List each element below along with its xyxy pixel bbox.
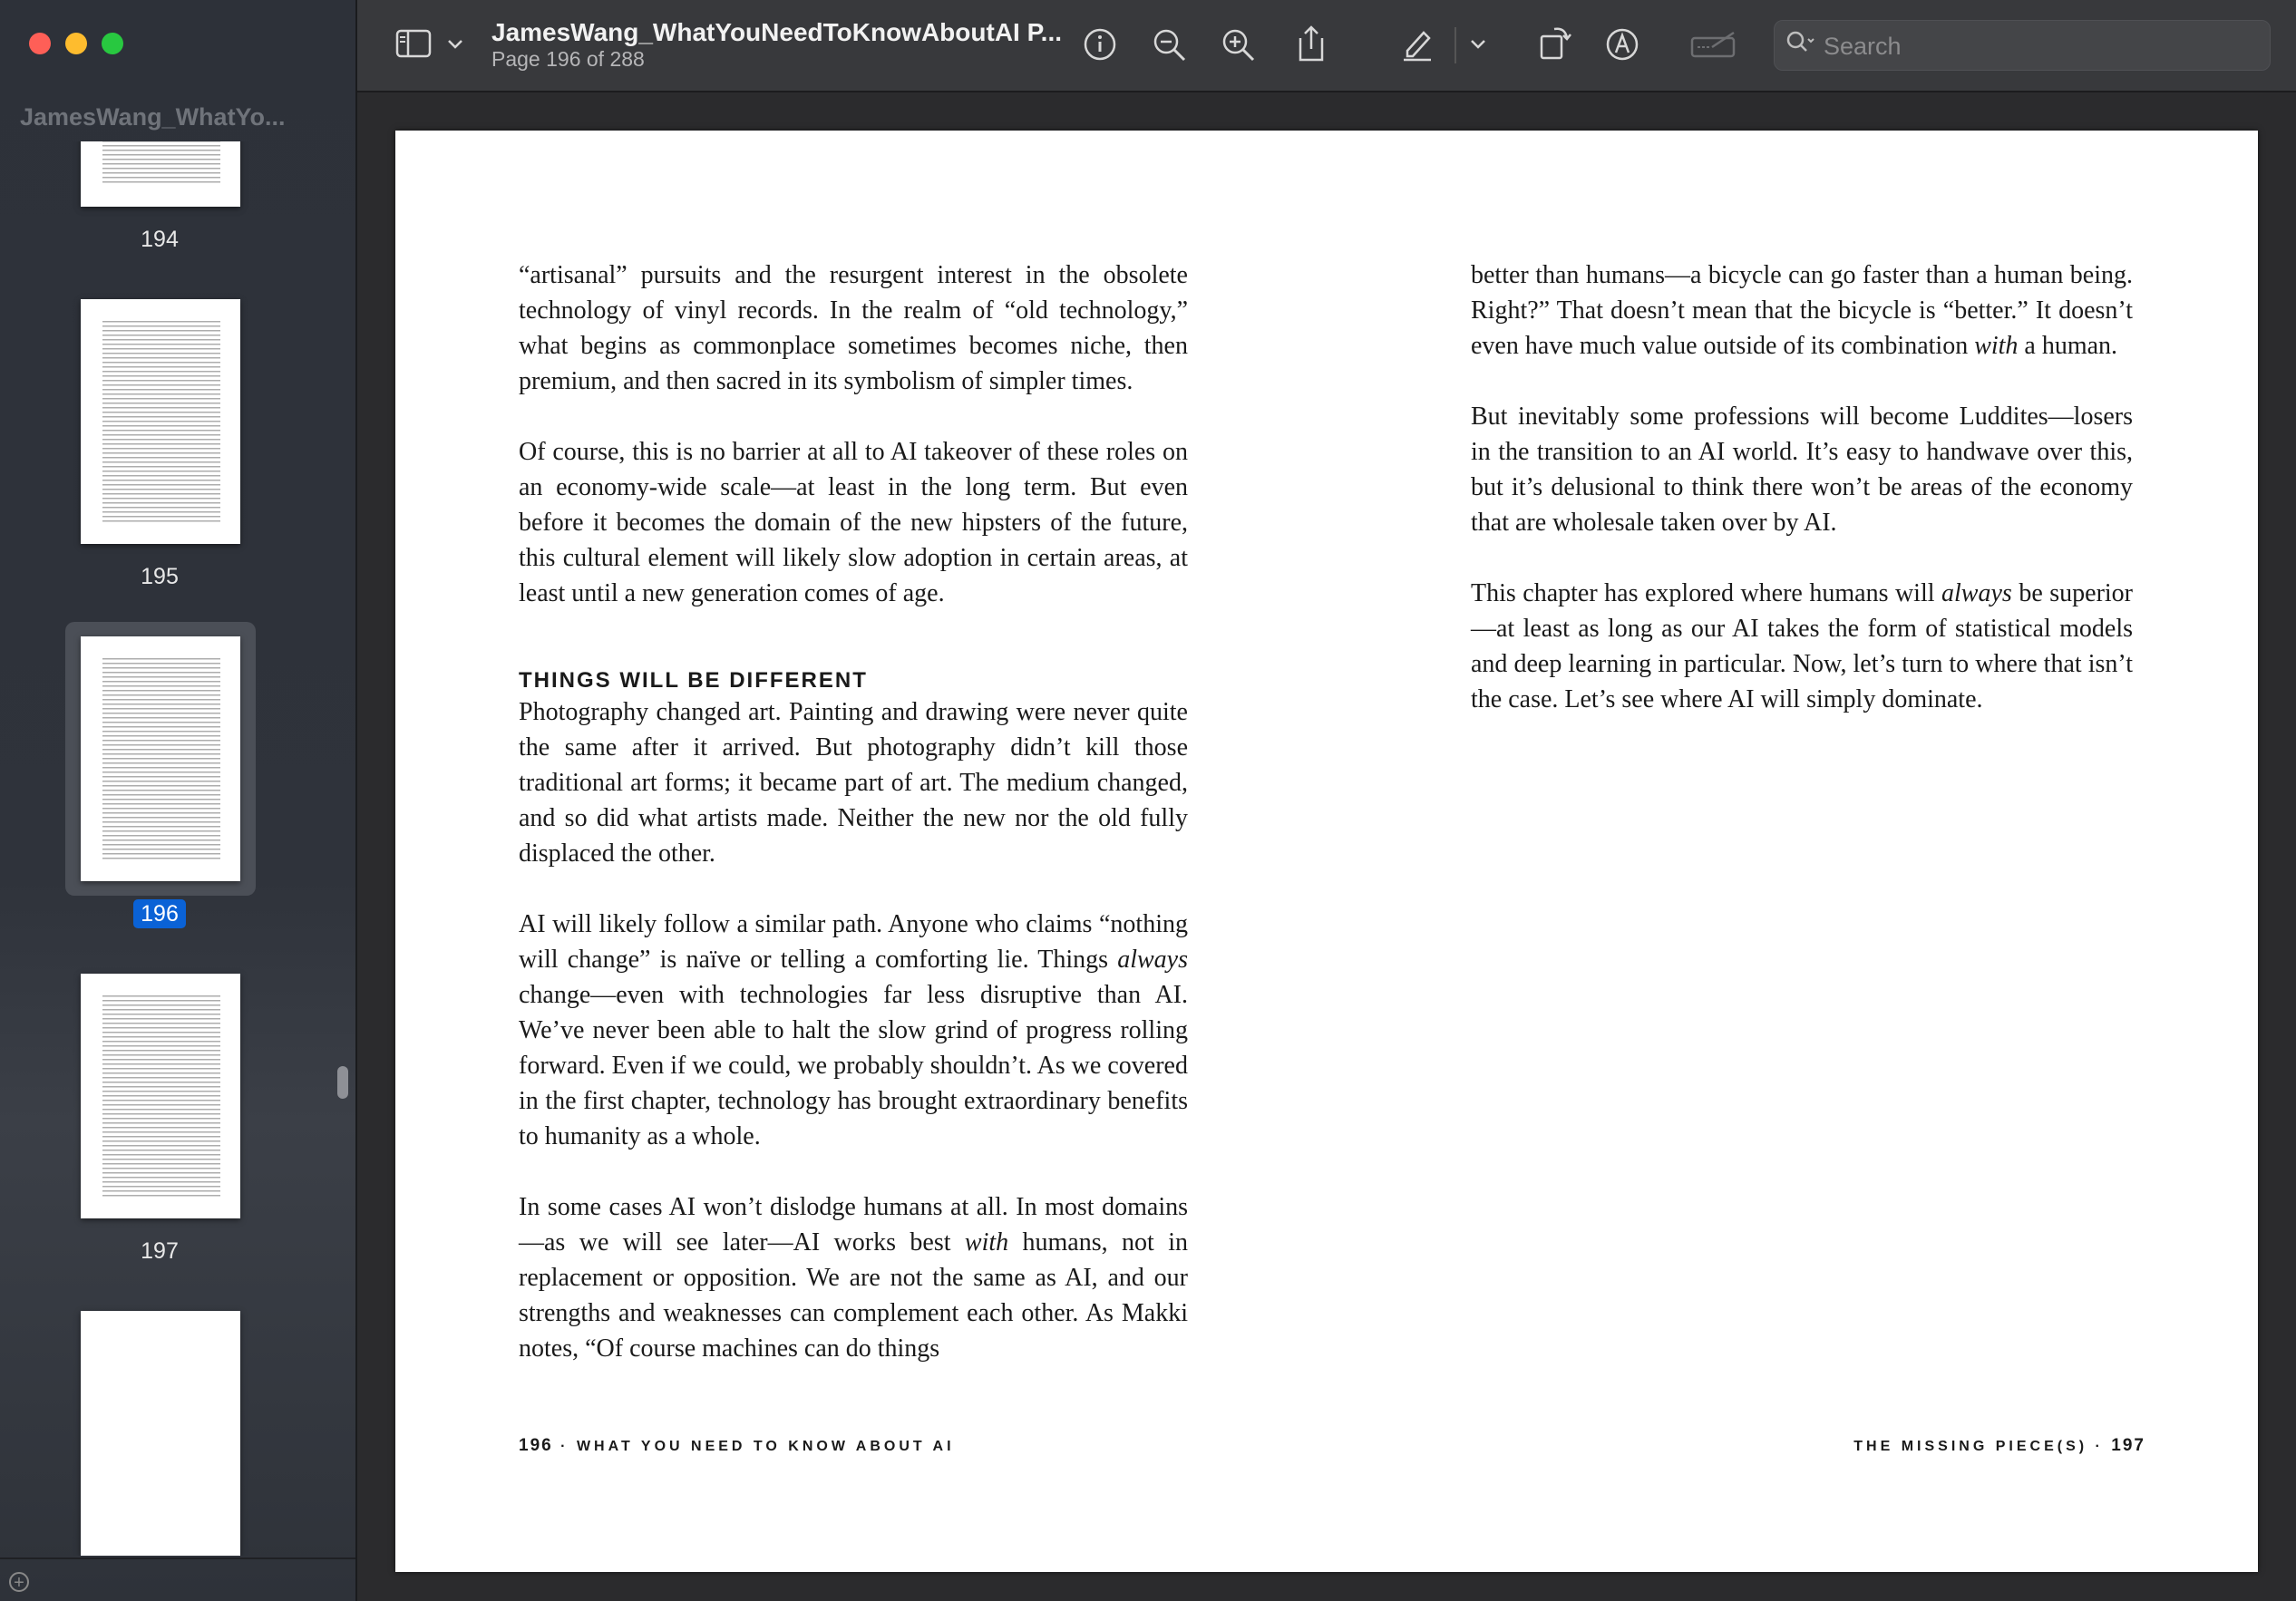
thumbnail-label: 195 xyxy=(141,564,179,589)
text-run: better than humans—a bicycle can go faster than a human being. Right?” That doesn’t mean that the bicycle is “better.” It doesn’t even have much value outside of its combination xyxy=(1471,261,2133,360)
sidebar-divider xyxy=(0,1557,355,1559)
signature-icon[interactable] xyxy=(1690,29,1737,60)
sidebar-document-title: JamesWang_WhatYo... xyxy=(20,103,286,131)
footer-separator: · xyxy=(2095,1439,2104,1454)
thumbnail-page-198[interactable] xyxy=(81,1311,240,1556)
left-page-column xyxy=(519,257,1188,1402)
thumbnail-page-196[interactable] xyxy=(81,636,240,881)
section-heading: THINGS WILL BE DIFFERENT xyxy=(519,668,868,693)
thumbnail-label-selected xyxy=(0,901,319,927)
document-title: JamesWang_WhatYouNeedToKnowAboutAI P... xyxy=(491,18,1063,46)
search-field[interactable] xyxy=(1774,20,2271,71)
thumbnail-page-195[interactable] xyxy=(81,299,240,544)
page-footer-right xyxy=(1853,1436,2145,1456)
minimize-window-button[interactable] xyxy=(65,33,87,54)
search-icon xyxy=(1785,30,1816,57)
selected-page-number: 196 xyxy=(133,899,186,928)
page-indicator: Page 196 of 288 xyxy=(491,47,645,71)
text-run: This chapter has explored where humans will xyxy=(1471,579,1942,607)
emphasis: with xyxy=(1974,332,2019,360)
paragraph: But inevitably some professions will become Luddites—losers in the transition to an AI world. It’s easy to handwave over this, but it’s delusional to think there won’t be areas of the economy that are wholesale taken over by AI. xyxy=(1471,403,2133,537)
text-run: change—even with technologies far less disruptive than AI. We’ve never been able to halt the slow grind of progress rolling forward. Even if we could, we probably shouldn’t. As we covered in the first chapter, technology has brought extraordinary benefits to humanity as a whole. xyxy=(519,981,1188,1150)
thumbnail-page-194[interactable] xyxy=(81,141,240,207)
fullscreen-window-button[interactable] xyxy=(102,33,123,54)
footer-page-number: 197 xyxy=(2111,1436,2145,1455)
thumbnail-sidebar xyxy=(0,0,357,1601)
emphasis: with xyxy=(964,1228,1009,1257)
share-icon[interactable] xyxy=(1295,24,1328,63)
sidebar-toggle-icon[interactable] xyxy=(395,29,432,58)
text-run: a human. xyxy=(2018,332,2118,360)
page-footer-left xyxy=(519,1436,955,1456)
thumbnail-list xyxy=(0,141,355,1556)
paragraph xyxy=(1471,576,2133,717)
toolbar xyxy=(357,0,2296,92)
emphasis: always xyxy=(1941,579,2012,607)
text-run: In some cases AI won’t dislodge humans at all. In most domains—as we will see later—AI works best xyxy=(519,1193,1188,1257)
close-window-button[interactable] xyxy=(29,33,51,54)
markup-icon[interactable] xyxy=(1605,27,1639,62)
thumbnail-page-197[interactable] xyxy=(81,974,240,1218)
footer-chapter-title: THE MISSING PIECE(S) xyxy=(1853,1439,2088,1454)
info-icon[interactable] xyxy=(1083,27,1117,62)
emphasis: always xyxy=(1117,946,1188,974)
paragraph xyxy=(1471,257,2133,364)
sidebar-scrollbar[interactable] xyxy=(337,1066,348,1099)
thumbnail-label: 197 xyxy=(141,1238,179,1264)
paragraph xyxy=(519,907,1188,1154)
document-page-spread xyxy=(395,131,2258,1572)
chevron-down-icon[interactable] xyxy=(446,38,464,51)
rotate-icon[interactable] xyxy=(1538,24,1574,62)
highlight-pen-icon[interactable] xyxy=(1400,25,1436,62)
paragraph: “artisanal” pursuits and the resurgent interest in the obsolete technology of vinyl records. In the realm of “old technology,” what begins as commonplace sometimes becomes niche, then premium, and then sacred in its symbolism of simpler times. xyxy=(519,261,1188,395)
footer-page-number: 196 xyxy=(519,1436,553,1455)
footer-separator: · xyxy=(560,1439,569,1454)
right-page-column xyxy=(1471,257,2133,752)
footer-book-title: WHAT YOU NEED TO KNOW ABOUT AI xyxy=(576,1439,955,1454)
search-input[interactable] xyxy=(1822,28,2242,64)
thumbnail-label: 194 xyxy=(141,227,179,252)
chevron-down-icon[interactable] xyxy=(1469,38,1487,51)
paragraph: Of course, this is no barrier at all to AI takeover of these roles on an economy-wide scale—at least in the long term. But even before it becomes the domain of the new hipsters of the future, this cultural element will likely slow adoption in certain areas, at least until a new generation comes of age. xyxy=(519,438,1188,607)
paragraph: Photography changed art. Painting and drawing were never quite the same after it arrived. But photography didn’t kill those traditional art forms; it became part of art. The medium changed, and so did what artists made. Neither the new nor the old fully displaced the other. xyxy=(519,698,1188,868)
text-run: humans, not in replacement or opposition. We are not the same as AI, and our strengths and weaknesses can complement each other. As Makki notes, “Of course machines can do things xyxy=(519,1228,1188,1363)
paragraph xyxy=(519,1189,1188,1366)
text-run: be superior—at least as long as our AI takes the form of statistical models and deep learning in particular. Now, let’s turn to where that isn’t the case. Let’s see where AI will simply dominate. xyxy=(1471,579,2133,713)
zoom-out-icon[interactable] xyxy=(1152,27,1188,63)
zoom-in-icon[interactable] xyxy=(1221,27,1257,63)
add-page-icon[interactable]: + xyxy=(9,1572,29,1592)
text-run: AI will likely follow a similar path. Anyone who claims “nothing will change” is naïve or telling a comforting lie. Things xyxy=(519,910,1188,974)
toolbar-separator xyxy=(1454,27,1456,63)
